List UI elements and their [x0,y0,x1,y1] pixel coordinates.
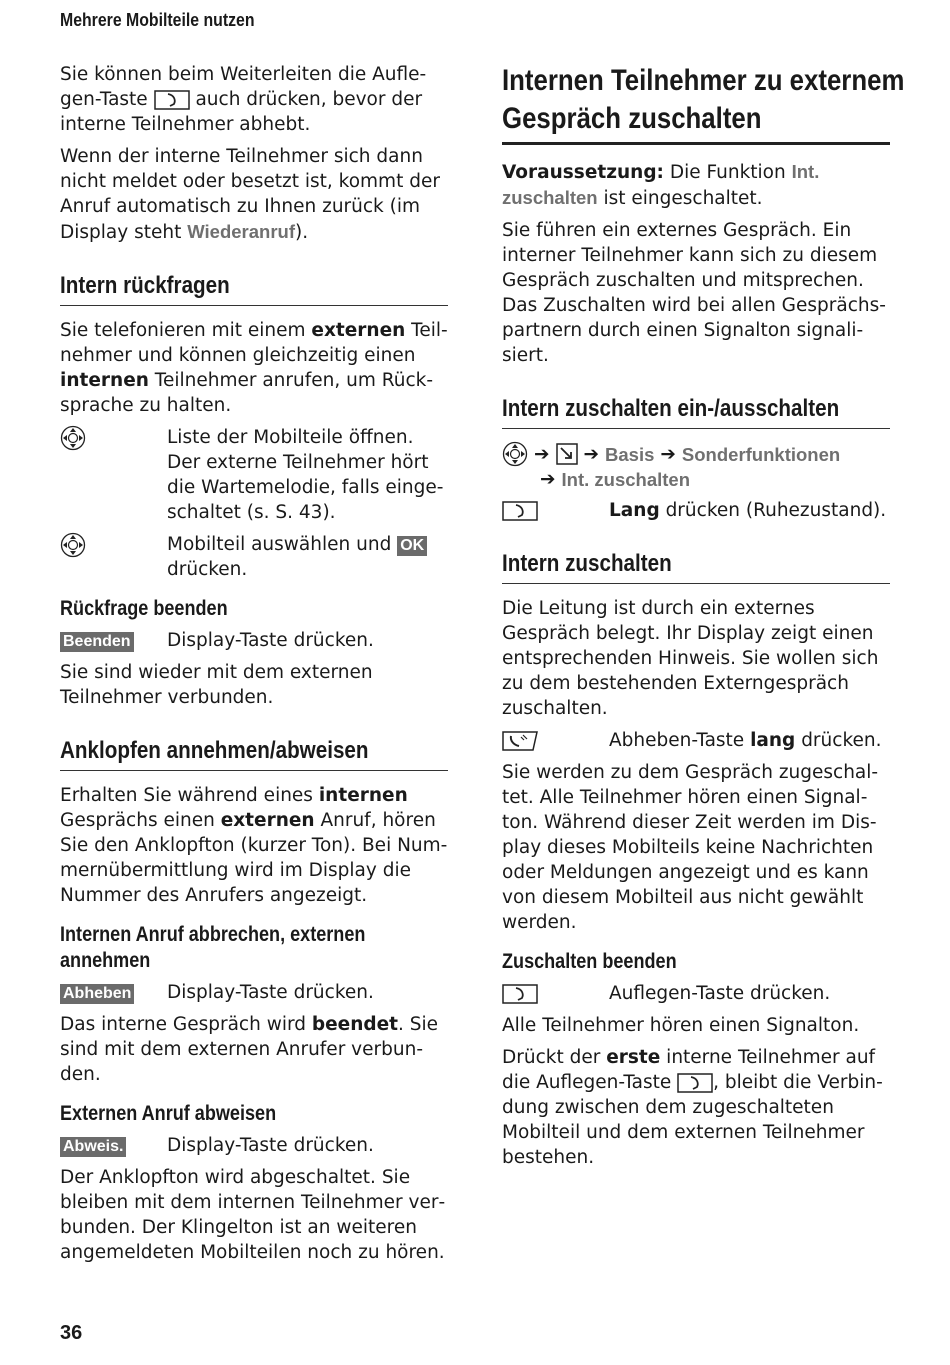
control-key-icon [60,532,86,558]
abweisen-key: Abweis. [60,1137,126,1157]
left-column [60,62,448,1272]
step-row: Lang drücken (Ruhezustand). [502,498,890,523]
section-heading: Anklopfen annehmen/abweisen [60,736,448,771]
paragraph: Sie sind wieder mit dem externen Teilnehmer verbunden. [60,662,373,708]
step-text: Liste der Mobilteile öffnen. Der externe Teilnehmer hört die Wartemelodie, falls eingeschaltet (s. S. 43). [167,427,444,523]
end-call-key-icon [677,1073,713,1093]
step-text: Display-Taste drücken. [167,630,374,651]
step-row: Abheben-Taste lang drücken. [502,728,890,753]
chapter-heading: Internen Teilnehmer zu externem Gespräch zuschalten [502,62,890,145]
text: ). [295,222,309,243]
menu-item-sonderfunktionen: Sonderfunktionen [681,443,841,465]
page-number: 36 [60,1322,83,1344]
abheben-key: Abheben [60,984,134,1004]
step-text: Auflegen-Taste drücken. [609,983,831,1004]
callback-note [60,144,448,245]
paragraph: Sie telefonieren mit einem externen Teilnehmer und können gleichzeitig einen internen Teilnehmer anrufen, um Rücksprache zu halten. [60,320,448,416]
paragraph: Alle Teilnehmer hören einen Signalton. [502,1015,860,1036]
paragraph: Das interne Gespräch wird beendet. Sie sind mit dem externen Anrufer verbunden. [60,1014,439,1085]
text: auch drücken, bevor der [195,89,423,110]
display-text: Wiederanruf [187,221,295,242]
text: Sie können beim Weiterleiten die Aufle- [60,64,427,85]
arrow-icon: ➔ [660,443,676,465]
talk-key-icon [502,731,538,751]
end-call-key-icon [154,90,190,110]
paragraph: Die Leitung ist durch ein externes Gespräch belegt. Ihr Display zeigt einen entsprechenden Hinweis. Sie wollen sich zu dem bestehenden Externgespräch zuschalten. [502,598,879,719]
step-row [60,425,448,525]
arrow-icon: ➔ [534,443,550,465]
paragraph: Erhalten Sie während eines internen Gesprächs einen externen Anruf, hören Sie den Anklopfton (kurzer Ton). Bei Nummernübermittlung wird im Display die Nummer des Anrufers angezeigt. [60,785,448,906]
step-text: Display-Taste drücken. [167,982,374,1003]
arrow-icon: ➔ [583,443,600,465]
control-key-icon [60,425,86,451]
text: gen-Taste [60,89,148,110]
control-key-icon [502,441,528,467]
arrow-icon: ➔ [540,469,556,490]
settings-menu-icon [556,443,578,465]
menu-item-int-zuschalten: Int. zuschalten [561,469,691,490]
right-column [502,62,905,1177]
step-text: Display-Taste drücken. [167,1135,374,1156]
step-text: Mobilteil auswählen und [167,534,398,555]
precondition: Voraussetzung: Die Funktion Int. zuschalten ist eingeschaltet. [502,161,820,209]
step-text: drücken. [167,559,248,580]
forward-note [60,62,448,137]
paragraph: Sie führen ein externes Gespräch. Ein interner Teilnehmer kann sich zu diesem Gespräch zuschalten und mitsprechen. Das Zuschalten wird bei allen Gesprächspartnern durch einen Signalton signalisiert. [502,220,886,366]
paragraph: Der Anklopfton wird abgeschaltet. Sie bleiben mit dem internen Teilnehmer verbunden. Der Klingelton ist an weiteren angemeldeten Mobilteilen noch zu hören. [60,1167,446,1263]
subheading: Zuschalten beenden [502,950,677,973]
end-call-key-icon [502,501,538,521]
step-row [60,1133,448,1158]
section-heading: Intern zuschalten [502,549,890,584]
subheading: Internen Anruf abbrechen, externen annehmen [60,923,366,972]
subheading: Externen Anruf abweisen [60,1102,277,1125]
menu-path [502,441,890,492]
step-row [60,628,448,653]
ok-key: OK [397,536,427,556]
paragraph: Drückt der erste interne Teilnehmer auf die Auflegen-Taste , bleibt die Verbindung zwischen dem zugeschalteten Mobilteil und dem externen Teilnehmer bestehen. [502,1047,883,1168]
step-row [502,981,890,1006]
step-row [60,980,448,1005]
section-heading: Intern rückfragen [60,271,448,306]
section-heading: Intern zuschalten ein-/ausschalten [502,394,890,429]
text: Wenn der interne Teilnehmer sich dann nicht meldet oder besetzt ist, kommt der Anruf automatisch zu Ihnen zurück (im Display steht [60,146,440,243]
step-row [60,532,448,582]
end-call-key-icon [502,984,538,1004]
paragraph: Sie werden zu dem Gespräch zugeschaltet. Alle Teilnehmer hören einen Signalton. Während dieser Zeit werden im Display dieses Mobilteils keine Nachrichten oder Meldungen angezeigt und es kann von diesem Mobilteil aus nicht gewählt werden. [502,762,879,933]
running-header: Mehrere Mobilteile nutzen [60,10,255,30]
beenden-key: Beenden [60,632,134,652]
text: interne Teilnehmer abhebt. [60,114,311,135]
menu-item-basis: Basis [605,443,655,465]
subheading: Rückfrage beenden [60,597,228,620]
